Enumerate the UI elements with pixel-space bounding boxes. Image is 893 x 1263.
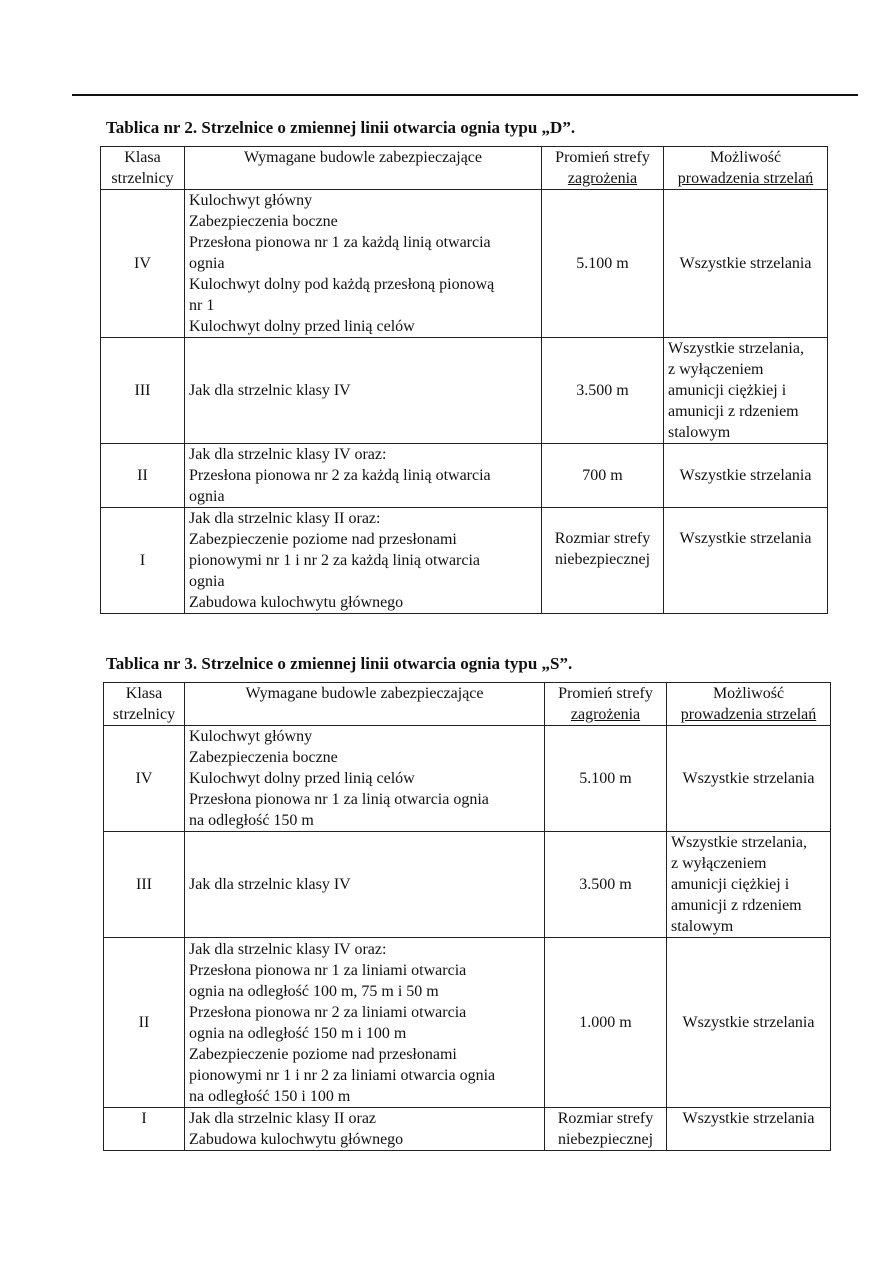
cell-possibility: Wszystkie strzelania (667, 1108, 831, 1151)
cell-radius: 3.500 m (545, 832, 667, 938)
cell-required: Kulochwyt główny Zabezpieczenia boczne Przesłona pionowa nr 1 za każdą linią otwarcia ognia Kulochwyt dolny pod każdą przesłoną pionową nr 1 Kulochwyt dolny przed linią celów (185, 190, 542, 338)
cell-class: I (101, 508, 185, 614)
cell-class: III (101, 338, 185, 444)
table-2 (100, 146, 828, 614)
cell-radius: 1.000 m (545, 938, 667, 1108)
cell-possibility: Wszystkie strzelania, z wyłączeniem amunicji ciężkiej i amunicji z rdzeniem stalowym (667, 832, 831, 938)
cell-radius: 3.500 m (542, 338, 664, 444)
header-required: Wymagane budowle zabezpieczające (185, 683, 545, 726)
cell-possibility: Wszystkie strzelania, z wyłączeniem amunicji ciężkiej i amunicji z rdzeniem stalowym (664, 338, 828, 444)
cell-possibility: Wszystkie strzelania (667, 938, 831, 1108)
cell-class: IV (104, 726, 185, 832)
table-row (101, 338, 828, 444)
cell-class: IV (101, 190, 185, 338)
table-header-row (101, 147, 828, 190)
cell-radius: 5.100 m (545, 726, 667, 832)
cell-required: Jak dla strzelnic klasy II oraz Zabudowa kulochwytu głównego (185, 1108, 545, 1151)
header-possibility: Możliwość prowadzenia strzelań (664, 147, 828, 190)
cell-required: Jak dla strzelnic klasy IV (185, 832, 545, 938)
cell-required: Jak dla strzelnic klasy IV oraz: Przesłona pionowa nr 2 za każdą linią otwarcia ognia (185, 444, 542, 508)
header-required: Wymagane budowle zabezpieczające (185, 147, 542, 190)
cell-class: II (104, 938, 185, 1108)
table-row (101, 444, 828, 508)
header-radius: Promień strefy zagrożenia (545, 683, 667, 726)
header-radius: Promień strefy zagrożenia (542, 147, 664, 190)
table-row (101, 190, 828, 338)
table-row (104, 938, 831, 1108)
cell-possibility: Wszystkie strzelania (667, 726, 831, 832)
cell-radius: Rozmiar strefy niebezpiecznej (545, 1108, 667, 1151)
table-3 (103, 682, 831, 1151)
cell-class: III (104, 832, 185, 938)
page-top-rule (72, 94, 858, 96)
cell-class: II (101, 444, 185, 508)
cell-class: I (104, 1108, 185, 1151)
cell-required: Jak dla strzelnic klasy IV oraz: Przesłona pionowa nr 1 za liniami otwarcia ognia na odległość 100 m, 75 m i 50 m Przesłona pionowa nr 2 za liniami otwarcia ognia na odległość 150 m i 100 m Zabezpieczenie poziome nad przesłonami pionowymi nr 1 i nr 2 za liniami otwarcia ognia na odległość 150 i 100 m (185, 938, 545, 1108)
header-possibility: Możliwość prowadzenia strzelań (667, 683, 831, 726)
cell-radius: 700 m (542, 444, 664, 508)
cell-required: Jak dla strzelnic klasy II oraz: Zabezpieczenie poziome nad przesłonami pionowymi nr 1 i nr 2 za każdą linią otwarcia ognia Zabudowa kulochwytu głównego (185, 508, 542, 614)
cell-radius: Rozmiar strefy niebezpiecznej (542, 508, 664, 614)
table-3-caption: Tablica nr 3. Strzelnice o zmiennej linii otwarcia ognia typu „S”. (106, 654, 573, 673)
table-header-row (104, 683, 831, 726)
cell-radius: 5.100 m (542, 190, 664, 338)
table-2-caption: Tablica nr 2. Strzelnice o zmiennej linii otwarcia ognia typu „D”. (106, 118, 576, 137)
cell-required: Jak dla strzelnic klasy IV (185, 338, 542, 444)
table-row (101, 508, 828, 614)
cell-required: Kulochwyt główny Zabezpieczenia boczne Kulochwyt dolny przed linią celów Przesłona pionowa nr 1 za linią otwarcia ognia na odległość 150 m (185, 726, 545, 832)
table-row (104, 1108, 831, 1151)
cell-possibility: Wszystkie strzelania (664, 444, 828, 508)
header-class: Klasa strzelnicy (104, 683, 185, 726)
header-class: Klasa strzelnicy (101, 147, 185, 190)
cell-possibility: Wszystkie strzelania (664, 508, 828, 614)
cell-possibility: Wszystkie strzelania (664, 190, 828, 338)
table-row (104, 726, 831, 832)
table-row (104, 832, 831, 938)
